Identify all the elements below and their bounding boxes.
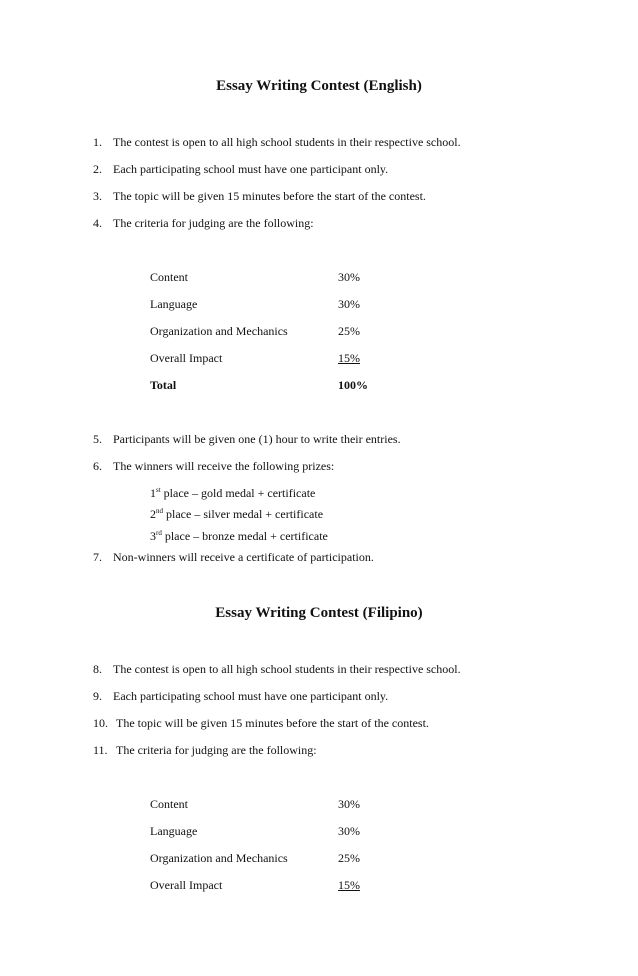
rule-text: The topic will be given 15 minutes before the start of the contest. bbox=[113, 189, 426, 203]
rule-text: Each participating school must have one participant only. bbox=[113, 689, 389, 703]
total-value: 100% bbox=[338, 378, 368, 392]
rule-number: 9. bbox=[93, 689, 102, 703]
total-label: Total bbox=[150, 378, 177, 392]
criteria-name: Organization and Mechanics bbox=[150, 324, 288, 338]
criteria-value: 30% bbox=[338, 797, 360, 811]
rule-number: 11. bbox=[93, 743, 108, 757]
rule-number: 4. bbox=[93, 216, 102, 230]
rule-number: 7. bbox=[93, 550, 102, 564]
rule-text: The topic will be given 15 minutes before the start of the contest. bbox=[116, 716, 429, 730]
criteria-name: Content bbox=[150, 797, 188, 811]
rule-text: The criteria for judging are the following: bbox=[116, 743, 317, 757]
criteria-name: Language bbox=[150, 297, 198, 311]
criteria-value: 25% bbox=[338, 851, 360, 865]
prize-item: 3rd place – bronze medal + certificate bbox=[150, 529, 328, 543]
criteria-value: 15% bbox=[338, 878, 360, 892]
rule-number: 3. bbox=[93, 189, 102, 203]
criteria-value: 30% bbox=[338, 297, 360, 311]
rule-number: 6. bbox=[93, 459, 102, 473]
criteria-value: 30% bbox=[338, 270, 360, 284]
rule-text: The winners will receive the following prizes: bbox=[113, 459, 335, 473]
criteria-value: 15% bbox=[338, 351, 360, 365]
criteria-name: Overall Impact bbox=[150, 351, 223, 365]
criteria-value: 25% bbox=[338, 324, 360, 338]
english-title: Essay Writing Contest (English) bbox=[216, 78, 422, 94]
rule-text: The contest is open to all high school students in their respective school. bbox=[113, 662, 461, 676]
rule-text: The contest is open to all high school students in their respective school. bbox=[113, 135, 461, 149]
prize-item: 2nd place – silver medal + certificate bbox=[150, 507, 324, 521]
prize-item: 1st place – gold medal + certificate bbox=[150, 486, 316, 500]
criteria-name: Content bbox=[150, 270, 188, 284]
criteria-name: Language bbox=[150, 824, 198, 838]
rule-text: Non-winners will receive a certificate of participation. bbox=[113, 550, 374, 564]
rule-text: Each participating school must have one participant only. bbox=[113, 162, 389, 176]
rule-number: 5. bbox=[93, 432, 102, 446]
filipino-title: Essay Writing Contest (Filipino) bbox=[215, 605, 423, 621]
rule-number: 2. bbox=[93, 162, 102, 176]
rule-number: 10. bbox=[93, 716, 108, 730]
rule-number: 8. bbox=[93, 662, 102, 676]
rule-number: 1. bbox=[93, 135, 102, 149]
criteria-name: Organization and Mechanics bbox=[150, 851, 288, 865]
rule-text: Participants will be given one (1) hour to write their entries. bbox=[113, 432, 401, 446]
rule-text: The criteria for judging are the following: bbox=[113, 216, 314, 230]
criteria-value: 30% bbox=[338, 824, 360, 838]
criteria-name: Overall Impact bbox=[150, 878, 223, 892]
